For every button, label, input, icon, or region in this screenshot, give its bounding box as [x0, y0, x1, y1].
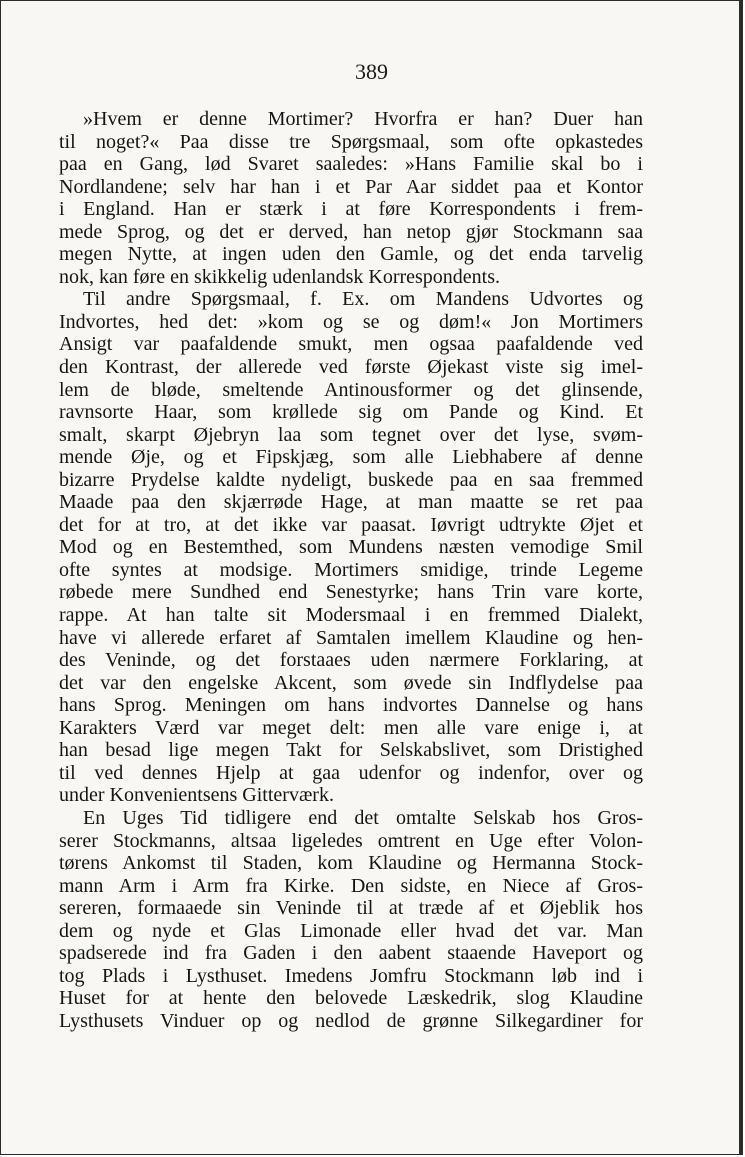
text-line: spadserede ind fra Gaden i den aabent staaende Haveport og — [59, 942, 643, 965]
page-edge — [739, 1, 742, 1154]
text-line: under Konvenientsens Gitterværk. — [59, 784, 334, 807]
text-line: lem de bløde, smeltende Antinousformer og det glinsende, — [59, 378, 643, 401]
text-line: nok, kan føre en skikkelig udenlandsk Korrespondents. — [59, 265, 501, 288]
text-line: Karakters Værd var meget delt: men alle vare enige i, at — [59, 716, 643, 739]
text-line: ravnsorte Haar, som krøllede sig om Pande og Kind. Et — [59, 401, 643, 424]
text-line: mann Arm i Arm fra Kirke. Den sidste, en Niece af Gros- — [59, 874, 643, 897]
text-line: til ved dennes Hjelp at gaa udenfor og indenfor, over og — [59, 761, 643, 784]
text-line: paa en Gang, lød Svaret saaledes: »Hans Familie skal bo i — [59, 153, 643, 176]
text-line: have vi allerede erfaret af Samtalen imellem Klaudine og hen- — [59, 626, 643, 649]
text-line: des Veninde, og det forstaaes uden nærmere Forklaring, at — [59, 649, 643, 672]
text-line: bizarre Prydelse kaldte nydeligt, buskede paa en saa fremmed — [59, 468, 643, 491]
text-line: Indvortes, hed det: »kom og se og døm!« Jon Mortimers — [59, 310, 643, 333]
body-text — [59, 108, 643, 1032]
page-number: 389 — [355, 59, 388, 84]
text-line: dem og nyde et Glas Limonade eller hvad det var. Man — [59, 919, 643, 942]
text-line: Mod og en Bestemthed, som Mundens næsten vemodige Smil — [59, 536, 643, 559]
text-line: han besad lige megen Takt for Selskabslivet, som Dristighed — [59, 739, 643, 762]
text-line: den Kontrast, der allerede ved første Øjekast viste sig imel- — [59, 356, 643, 379]
text-line: røbede mere Sundhed end Senestyrke; hans Trin vare korte, — [59, 581, 643, 604]
text-line: ofte syntes at modsige. Mortimers smidige, trinde Legeme — [59, 558, 643, 581]
text-line: tørens Ankomst til Staden, kom Klaudine og Hermanna Stock- — [59, 852, 643, 875]
text-line: Huset for at hente den belovede Læskedrik, slog Klaudine — [59, 987, 643, 1010]
text-line: Maade paa den skjærrøde Hage, at man maatte se ret paa — [59, 491, 643, 514]
text-line: i England. Han er stærk i at føre Korrespondents i frem- — [59, 198, 643, 221]
text-line: mende Øje, og et Fipskjæg, som alle Liebhabere af denne — [59, 446, 643, 469]
text-line: Lysthusets Vinduer op og nedlod de grønne Silkegardiner for — [59, 1009, 643, 1032]
text-line: Til andre Spørgsmaal, f. Ex. om Mandens Udvortes og — [83, 288, 643, 311]
text-line: smalt, skarpt Øjebryn laa som tegnet over det lyse, svøm- — [59, 423, 643, 446]
text-line: megen Nytte, at ingen uden den Gamle, og det enda tarvelig — [59, 243, 643, 266]
text-line: En Uges Tid tidligere end det omtalte Selskab hos Gros- — [83, 806, 643, 829]
text-line: rappe. At han talte sit Modersmaal i en fremmed Dialekt, — [59, 604, 643, 627]
text-line: Nordlandene; selv har han i et Par Aar siddet paa et Kontor — [59, 175, 643, 198]
text-line: til noget?« Paa disse tre Spørgsmaal, som ofte opkastedes — [59, 130, 643, 153]
text-line: serer Stockmanns, altsaa ligeledes omtrent en Uge efter Volon- — [59, 829, 643, 852]
text-line: mede Sprog, og det er derved, han netop gjør Stockmann saa — [59, 220, 643, 243]
text-line: det var den engelske Akcent, som øvede sin Indflydelse paa — [59, 671, 643, 694]
text-line: Ansigt var paafaldende smukt, men ogsaa paafaldende ved — [59, 333, 643, 356]
text-line: »Hvem er denne Mortimer? Hvorfra er han? Duer han — [83, 108, 643, 130]
text-line: sereren, formaaede sin Veninde til at træde af et Øjeblik hos — [59, 897, 643, 920]
text-line: tog Plads i Lysthuset. Imedens Jomfru Stockmann løb ind i — [59, 964, 643, 987]
text-line: hans Sprog. Meningen om hans indvortes Dannelse og hans — [59, 694, 643, 717]
text-line: det for at tro, at det ikke var paasat. Iøvrigt udtrykte Øjet et — [59, 513, 643, 536]
